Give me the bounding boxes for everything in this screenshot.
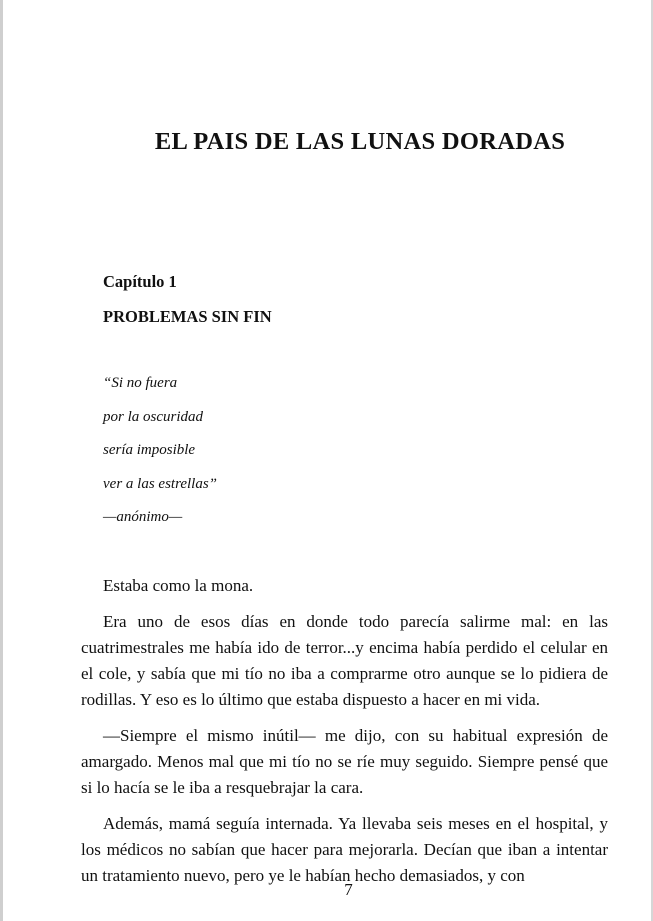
epigraph-attribution: —anónimo— bbox=[103, 509, 183, 525]
epigraph-line: por la oscuridad bbox=[103, 408, 204, 425]
page-number: 7 bbox=[344, 880, 353, 899]
epigraph-line: sería imposible bbox=[103, 442, 196, 458]
paragraph: —Siempre el mismo inútil— me dijo, con su habitual expresión de amargado. Menos mal que mi tío no se ríe muy seguido. Siempre pensé que si lo hacía se le iba a resquebrajar la cara. bbox=[81, 726, 608, 797]
paragraph: Estaba como la mona. bbox=[103, 576, 254, 595]
chapter-label: Capítulo 1 bbox=[103, 272, 177, 291]
epigraph-line: ver a las estrellas” bbox=[103, 475, 218, 492]
body-text bbox=[81, 573, 608, 899]
chapter-title: PROBLEMAS SIN FIN bbox=[103, 307, 272, 326]
paragraph: Era uno de esos días en donde todo parecía salirme mal: en las cuatrimestrales me había ido de terror...y encima había perdido el celular en el cole, y sabía que mi tío no iba a comprarme otro aunque se lo pidiera de rodillas. Y eso es lo último que estaba dispuesto a hacer en mi vida. bbox=[81, 612, 608, 709]
epigraph bbox=[103, 372, 217, 540]
book-title: EL PAIS DE LAS LUNAS DORADAS bbox=[154, 128, 566, 155]
paragraph: Además, mamá seguía internada. Ya llevaba seis meses en el hospital, y los médicos no sabían que hacer para mejorarla. Decían que iban a intentar un tratamiento nuevo, pero ye le habían hecho demasiados, y con bbox=[81, 814, 608, 885]
epigraph-line: “Si no fuera bbox=[103, 375, 178, 391]
